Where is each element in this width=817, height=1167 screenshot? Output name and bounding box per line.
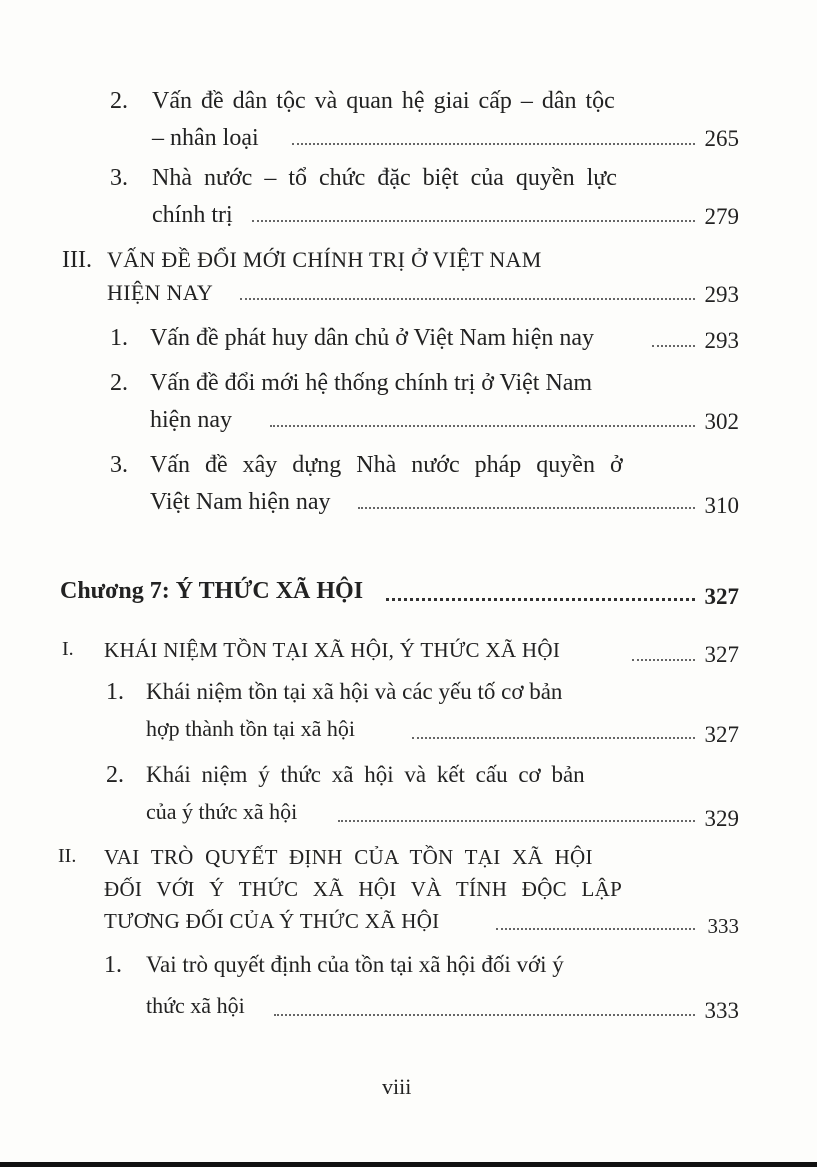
dot-leader (412, 737, 695, 739)
entry-number: 1. (106, 679, 124, 705)
page-number: 327 (704, 584, 739, 609)
dot-leader (632, 659, 695, 661)
entry-title: Nhà nước – tổ chức đặc biệt của quyền lực (152, 165, 617, 191)
entry-number: 2. (106, 762, 124, 788)
entry-title-cont: của ý thức xã hội (146, 799, 298, 824)
entry-title-cont: thức xã hội (146, 993, 245, 1018)
entry-title: Khái niệm ý thức xã hội và kết cấu cơ bản (146, 762, 585, 787)
page-number: 293 (704, 282, 739, 307)
entry-title-cont: hiện nay (150, 407, 232, 433)
entry-title: Vấn đề phát huy dân chủ ở Việt Nam hiện nay (150, 325, 595, 351)
dot-leader (358, 507, 695, 509)
entry-number: 1. (110, 325, 128, 351)
page-number: 333 (704, 998, 739, 1023)
entry-title: Vấn đề xây dựng Nhà nước pháp quyền ở (150, 452, 623, 478)
entry-title: Vai trò quyết định của tồn tại xã hội đối với ý (146, 952, 564, 977)
dot-leader (274, 1014, 695, 1016)
entry-number: I. (62, 638, 74, 660)
entry-title: VẤN ĐỀ ĐỔI MỚI CHÍNH TRỊ Ở VIỆT NAM (107, 247, 542, 272)
entry-title-cont: chính trị (152, 202, 233, 228)
page-number: 333 (707, 914, 739, 938)
page-number: 302 (704, 409, 739, 434)
page-number: 329 (704, 806, 739, 831)
page-number: 327 (704, 722, 739, 747)
entry-title: VAI TRÒ QUYẾT ĐỊNH CỦA TỒN TẠI XÃ HỘI (104, 845, 593, 869)
entry-title-cont: ĐỐI VỚI Ý THỨC XÃ HỘI VÀ TÍNH ĐỘC LẬP (104, 877, 623, 901)
entry-title: KHÁI NIỆM TỒN TẠI XÃ HỘI, Ý THỨC XÃ HỘI (104, 638, 561, 662)
entry-title-cont: HIỆN NAY (107, 280, 214, 305)
dot-leader (652, 345, 695, 347)
entry-number: II. (58, 845, 77, 867)
entry-number: III. (62, 247, 92, 273)
page-number: 265 (704, 126, 739, 151)
entry-title: Vấn đề dân tộc và quan hệ giai cấp – dân tộc (152, 88, 615, 114)
bottom-scan-edge (0, 1162, 817, 1167)
entry-title-cont: – nhân loại (152, 125, 259, 151)
dot-leader (386, 598, 695, 601)
entry-number: 2. (110, 88, 128, 114)
dot-leader (292, 143, 695, 145)
page-number: 310 (704, 493, 739, 518)
entry-title-cont: Việt Nam hiện nay (150, 489, 331, 515)
dot-leader (252, 220, 695, 222)
entry-title: Vấn đề đổi mới hệ thống chính trị ở Việt Nam (150, 370, 593, 396)
dot-leader (338, 820, 695, 822)
entry-title-cont: hợp thành tồn tại xã hội (146, 716, 355, 741)
page-number: 327 (704, 642, 739, 667)
dot-leader (270, 425, 695, 427)
entry-title: Khái niệm tồn tại xã hội và các yếu tố cơ bản (146, 679, 563, 704)
page-number: 279 (704, 204, 739, 229)
entry-number: 2. (110, 370, 128, 396)
entry-title-cont: TƯƠNG ĐỐI CỦA Ý THỨC XÃ HỘI (104, 909, 440, 933)
dot-leader (496, 928, 695, 930)
chapter-heading: Chương 7: Ý THỨC XÃ HỘI (60, 578, 364, 604)
footer-page-number: viii (382, 1074, 412, 1099)
entry-number: 3. (110, 452, 128, 478)
page-number: 293 (704, 328, 739, 353)
entry-number: 1. (104, 952, 122, 978)
dot-leader (240, 298, 695, 300)
entry-number: 3. (110, 165, 128, 191)
